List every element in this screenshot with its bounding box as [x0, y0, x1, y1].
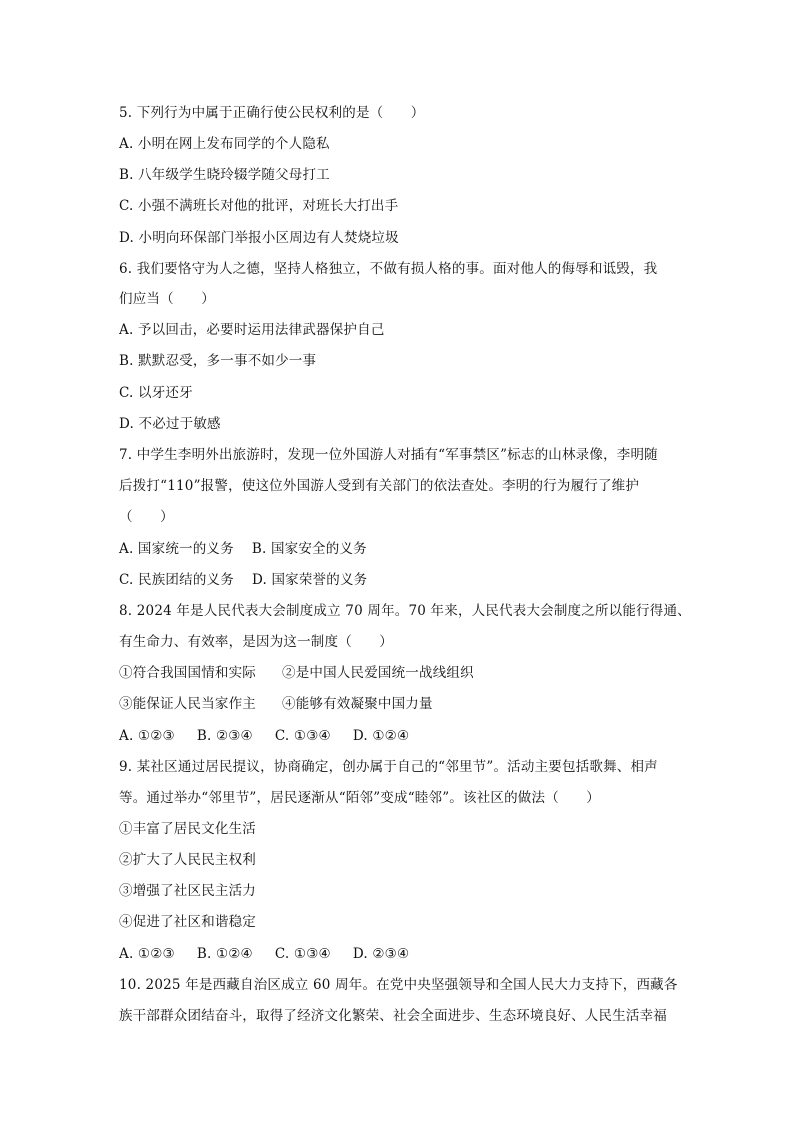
q7-option-a: A. 国家统一的义务 [119, 541, 234, 557]
q8-option-b: B. ②③④ [196, 728, 253, 744]
q8-stem-line2: 有生命力、有效率，是因为这一制度（ ） [119, 634, 393, 650]
q7-options-row1 [119, 540, 367, 558]
q10-stem-line1: 10. 2025 年是西藏自治区成立 60 周年。在党中央坚强领导和全国人民大力支持下，西藏各 [119, 977, 678, 993]
q9-stem-line1: 9. 某社区通过居民提议，协商确定，创办属于自己的“邻里节”。活动主要包括歌舞、相声 [119, 759, 658, 775]
q8-statement-3: ③能保证人民当家作主 [119, 696, 256, 712]
q6-option-c: C. 以牙还牙 [119, 385, 193, 401]
q9-option-a: A. ①②③ [119, 946, 175, 962]
q10-stem-line2: 族干部群众团结奋斗，取得了经济文化繁荣、社会全面进步、生态环境良好、人民生活幸福 [119, 1008, 667, 1024]
q8-statement-2: ②是中国人民爱国统一战线组织 [282, 665, 474, 681]
q7-stem-line2: 后拨打“110”报警，使这位外国游人受到有关部门的依法查处。李明的行为履行了维护 [119, 478, 640, 494]
q8-statements-row2 [119, 695, 433, 713]
q7-stem-line1: 7. 中学生李明外出旅游时，发现一位外国游人对插有“军事禁区”标志的山林录像，李明随 [119, 447, 658, 463]
q9-option-b: B. ①②④ [196, 946, 253, 962]
q6-option-d: D. 不必过于敏感 [119, 416, 221, 432]
q9-option-d: D. ②③④ [352, 946, 410, 962]
q8-option-c: C. ①③④ [274, 728, 331, 744]
q8-options [119, 727, 409, 745]
q8-option-d: D. ①②④ [352, 728, 410, 744]
q7-option-b: B. 国家安全的义务 [251, 541, 367, 557]
q6-option-a: A. 予以回击，必要时运用法律武器保护自己 [119, 322, 385, 338]
q7-option-d: D. 国家荣誉的义务 [251, 572, 368, 588]
q9-stem-line2: 等。通过举办“邻里节”，居民逐渐从“陌邻”变成“睦邻”。该社区的做法（ ） [119, 790, 601, 806]
q9-statement-4: ④促进了社区和谐稳定 [119, 914, 256, 930]
q7-stem-line3: （ ） [119, 509, 174, 525]
q8-option-a: A. ①②③ [119, 728, 175, 744]
q9-option-c: C. ①③④ [274, 946, 331, 962]
q5-option-d: D. 小明向环保部门举报小区周边有人焚烧垃圾 [119, 230, 399, 246]
q9-statement-3: ③增强了社区民主活力 [119, 883, 256, 899]
q9-statement-1: ①丰富了居民文化生活 [119, 821, 256, 837]
q9-statement-2: ②扩大了人民民主权利 [119, 852, 256, 868]
q5-stem: 5. 下列行为中属于正确行使公民权利的是（ ） [119, 105, 425, 121]
q8-stem-line1: 8. 2024 年是人民代表大会制度成立 70 周年。70 年来，人民代表大会制度之所以能行得通、 [119, 603, 691, 619]
q5-option-b: B. 八年级学生晓玲辍学随父母打工 [119, 167, 330, 183]
q7-options-row2 [119, 571, 367, 589]
q8-statement-4: ④能够有效凝聚中国力量 [282, 696, 433, 712]
q7-option-c: C. 民族团结的义务 [119, 572, 234, 588]
q9-options [119, 945, 409, 963]
q8-statements-row1 [119, 664, 474, 682]
q5-option-c: C. 小强不满班长对他的批评，对班长大打出手 [119, 198, 399, 214]
q6-stem-line2: 们应当（ ） [119, 291, 215, 307]
q6-option-b: B. 默默忍受，多一事不如少一事 [119, 353, 317, 369]
q6-stem-line1: 6. 我们要恪守为人之德，坚持人格独立，不做有损人格的事。面对他人的侮辱和诋毁，我 [119, 261, 658, 277]
q5-option-a: A. 小明在网上发布同学的个人隐私 [119, 136, 330, 152]
q8-statement-1: ①符合我国国情和实际 [119, 665, 256, 681]
